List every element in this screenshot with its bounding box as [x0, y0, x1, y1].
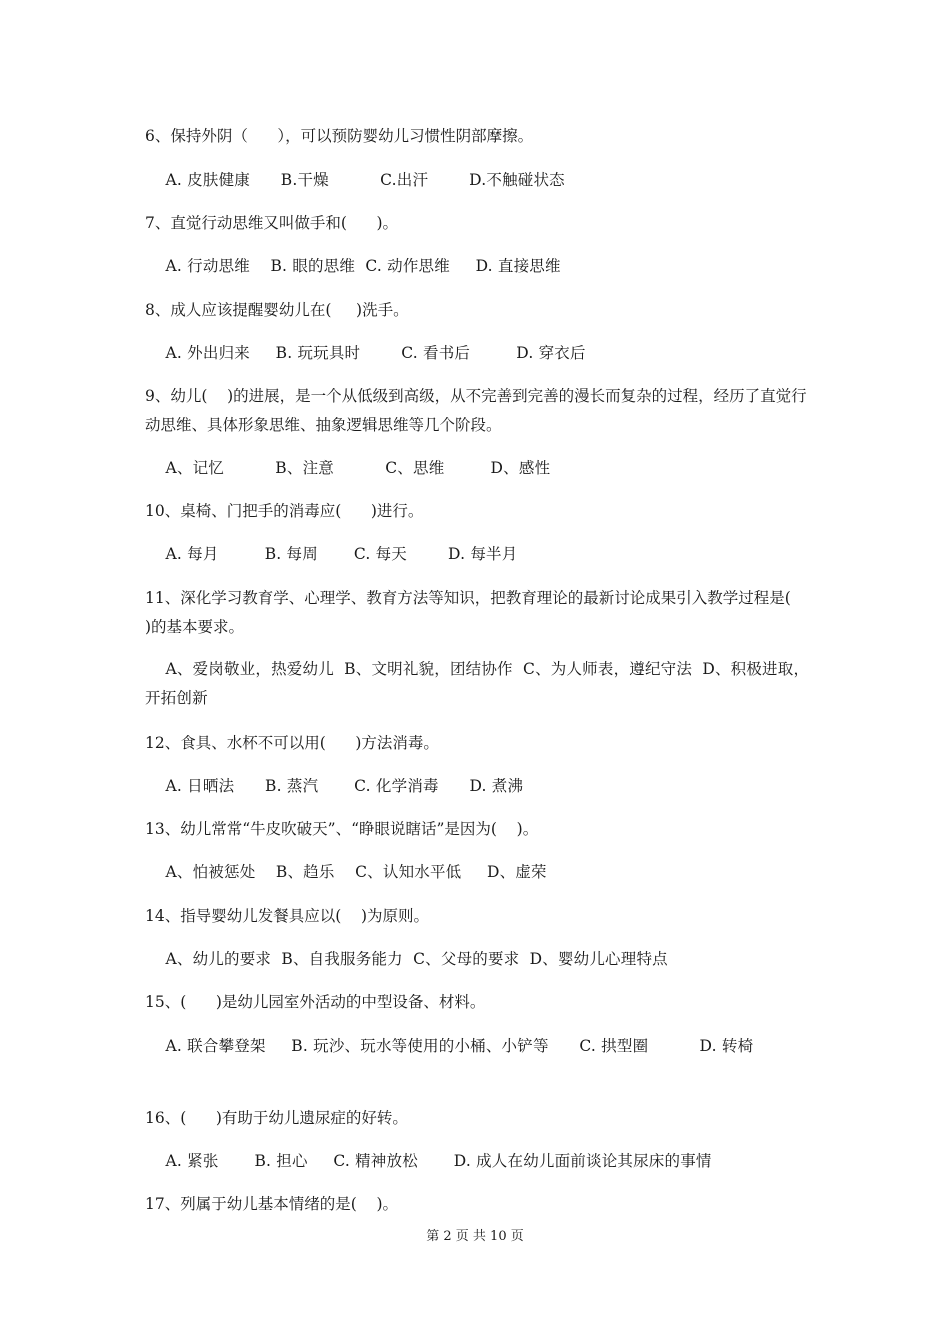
- options-12: A. 日晒法 B. 蒸汽 C. 化学消毒 D. 煮沸: [145, 777, 524, 795]
- options-10: A. 每月 B. 每周 C. 每天 D. 每半月: [145, 545, 518, 563]
- question-11: 11、深化学习教育学、心理学、教育方法等知识，把教育理论的最新讨论成果引入教学过程是( )的基本要求。: [145, 589, 816, 636]
- question-17: 17、列属于幼儿基本情绪的是( )。: [145, 1195, 399, 1213]
- options-11: A、爱岗敬业，热爱幼儿 B、文明礼貌，团结协作 C、为人师表，遵纪守法 D、积极进取，开拓创新: [145, 660, 810, 707]
- question-8: 8、成人应该提醒婴幼儿在( )洗手。: [145, 301, 409, 319]
- question-13: 13、幼儿常常“牛皮吹破天”、“睁眼说瞎话”是因为( )。: [145, 820, 539, 838]
- question-12: 12、食具、水杯不可以用( )方法消毒。: [145, 734, 439, 752]
- options-9: A、记忆 B、注意 C、思维 D、感性: [145, 459, 551, 477]
- page-footer: 第 2 页 共 10 页: [426, 1229, 524, 1244]
- question-6: 6、保持外阴（ ），可以预防婴幼儿习惯性阴部摩擦。: [145, 127, 534, 145]
- question-16: 16、( )有助于幼儿遗尿症的好转。: [145, 1109, 408, 1127]
- options-16: A. 紧张 B. 担心 C. 精神放松 D. 成人在幼儿面前谈论其尿床的事情: [145, 1152, 712, 1170]
- options-13: A、怕被惩处 B、趋乐 C、认知水平低 D、虚荣: [145, 863, 547, 881]
- question-9: 9、幼儿( )的进展，是一个从低级到高级，从不完善到完善的漫长而复杂的过程，经历了直觉行动思维、具体形象思维、抽象逻辑思维等几个阶段。: [145, 387, 807, 434]
- options-7: A. 行动思维 B. 眼的思维 C. 动作思维 D. 直接思维: [145, 257, 561, 275]
- options-15: A. 联合攀登架 B. 玩沙、玩水等使用的小桶、小铲等 C. 拱型圈 D. 转椅: [145, 1037, 754, 1055]
- question-14: 14、指导婴幼儿发餐具应以( )为原则。: [145, 907, 430, 925]
- question-7: 7、直觉行动思维又叫做手和( )。: [145, 214, 399, 232]
- question-15: 15、( )是幼儿园室外活动的中型设备、材料。: [145, 993, 486, 1011]
- options-8: A. 外出归来 B. 玩玩具时 C. 看书后 D. 穿衣后: [145, 344, 586, 362]
- options-6: A. 皮肤健康 B.干燥 C.出汗 D.不触碰状态: [145, 171, 565, 189]
- options-14: A、幼儿的要求 B、自我服务能力 C、父母的要求 D、婴幼儿心理特点: [145, 950, 668, 968]
- question-10: 10、桌椅、门把手的消毒应( )进行。: [145, 502, 424, 520]
